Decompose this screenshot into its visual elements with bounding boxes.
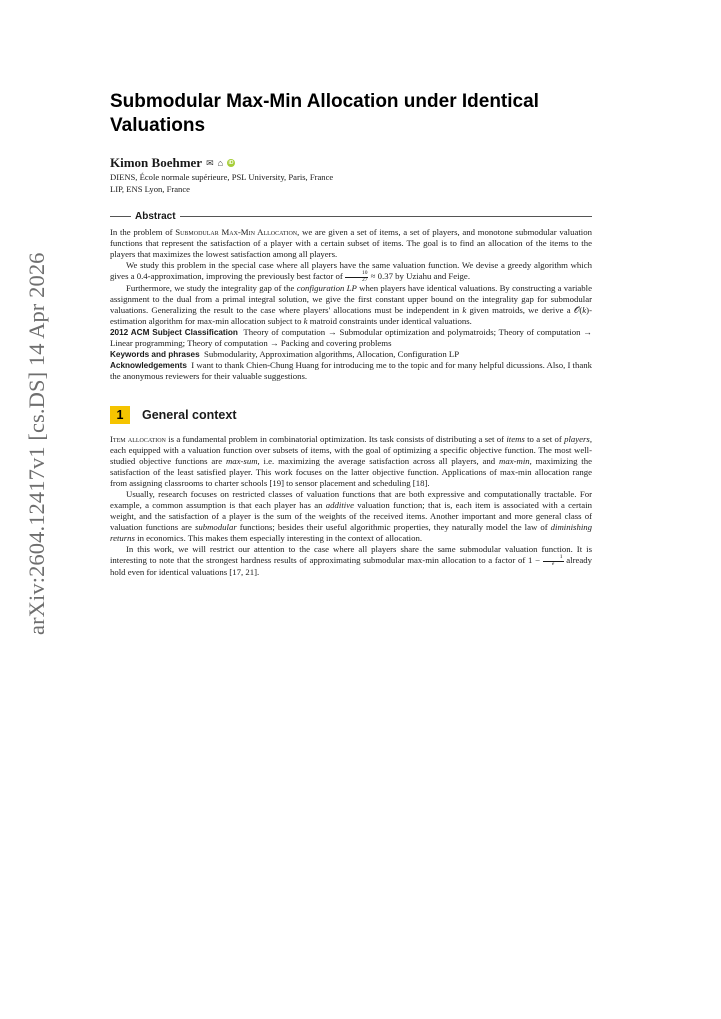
abstract-rule-right xyxy=(180,216,592,217)
orcid-icon[interactable]: iD xyxy=(228,160,234,166)
fraction-1-e: $\frac{1}{e}$ xyxy=(543,555,564,567)
abstract-heading-label: Abstract xyxy=(135,211,176,222)
affiliation-1: DIENS, École normale supérieure, PSL University, Paris, France xyxy=(110,172,334,182)
paper-page xyxy=(110,90,592,578)
abstract-paragraph-2: We study this problem in the special case where all players have the same valuation function. We devise a greedy algorithm which gives a 0.4-approximation, improving the previously best factor of $\frac{10}{27}$ ≈ 0.37 by Uziahu and Feige. xyxy=(110,260,592,283)
affiliation-2: LIP, ENS Lyon, France xyxy=(110,184,190,194)
acm-classification: 2012 ACM Subject Classification Theory of computation → Submodular optimization and polymatroids; Theory of computation → Linear programming; Theory of computation → Packing and covering problems xyxy=(110,327,593,349)
intro-paragraph-3: In this work, we will restrict our attention to the case where all players share the same submodular valuation function. It is interesting to note that the strongest hardness results of approximating submodular max-min allocation to a factor of 1 − $\frac{1}{e}$ already hold even for identical valuations [17, 21]. xyxy=(110,544,592,578)
arxiv-identifier: arXiv:2604.12417v1 [cs.DS] 14 Apr 2026 xyxy=(24,252,49,635)
abstract-heading xyxy=(110,211,592,222)
section-number: 1 xyxy=(110,406,130,424)
fraction-10-27: $\frac{10}{27}$ xyxy=(345,271,369,283)
acknowledgements: Acknowledgements I want to thank Chien-Chung Huang for introducing me to the topic and for many helpful dicussions. Also, I thank the anonymous reviewers for their valuable suggestions. xyxy=(110,360,592,382)
intro-paragraph-2: Usually, research focuses on restricted classes of valuation functions that are both expressive and computationally tractable. For example, a common assumption is that each player has an additive valuation function; that is, each item is associated with a certain weight, and the satisfaction of a player is the sum of the weights of the received items. Another important and more general class of valuation functions are submodular functions; besides their useful algorithmic properties, they naturally model the law of diminishing returns in economics. This makes them especially interesting in the context of allocation. xyxy=(110,489,592,544)
keywords: Keywords and phrases Submodularity, Approximation algorithms, Allocation, Configuration LP xyxy=(110,349,460,360)
section-body xyxy=(110,434,592,578)
section-title: General context xyxy=(142,408,237,423)
section-heading xyxy=(110,406,592,424)
abstract-paragraph-1: In the problem of Submodular Max-Min Allocation, we are given a set of items, a set of players, and monotone submodular valuation functions that represent the satisfaction of a player with a certain subset of items. The goal is to find an allocation of the items to the players that maximizes the lowest satisfaction among all players. xyxy=(110,227,592,259)
paper-title: Submodular Max-Min Allocation under Identical Valuations xyxy=(110,91,539,136)
abstract-paragraph-3: Furthermore, we study the integrality gap of the configuration LP when players have identical valuations. By constructing a variable assignment to the dual from a primal integral solution, we give the first constant upper bound on the integrality gap for submodular valuations. Generalizing the result to the case where players' allocations must be independent in k given matroids, we derive a 𝒪(k)-estimation algorithm for max-min allocation subject to k matroid constraints under identical valuations. xyxy=(110,283,592,327)
home-icon[interactable]: ⌂ xyxy=(217,158,224,168)
author-line xyxy=(110,155,592,171)
author-name: Kimon Boehmer xyxy=(110,155,203,170)
abstract-body xyxy=(110,227,592,327)
abstract-rule-left xyxy=(110,216,131,217)
intro-paragraph-1: Item allocation is a fundamental problem in combinatorial optimization. Its task consists of distributing a set of items to a set of players, each equipped with a valuation function over subsets of items, with the goal of optimizing a specific objective function. The most well-studied objective functions are max-sum, i.e. maximizing the average satisfaction across all players, and max-min, maximizing the satisfaction of the least satisfied player. This work focuses on the latter objective function. Applications of max-min allocation range from assigning classrooms to charter schools [19] to sensor placement and scheduling [18]. xyxy=(110,434,593,489)
envelope-icon[interactable]: ✉ xyxy=(206,158,214,168)
